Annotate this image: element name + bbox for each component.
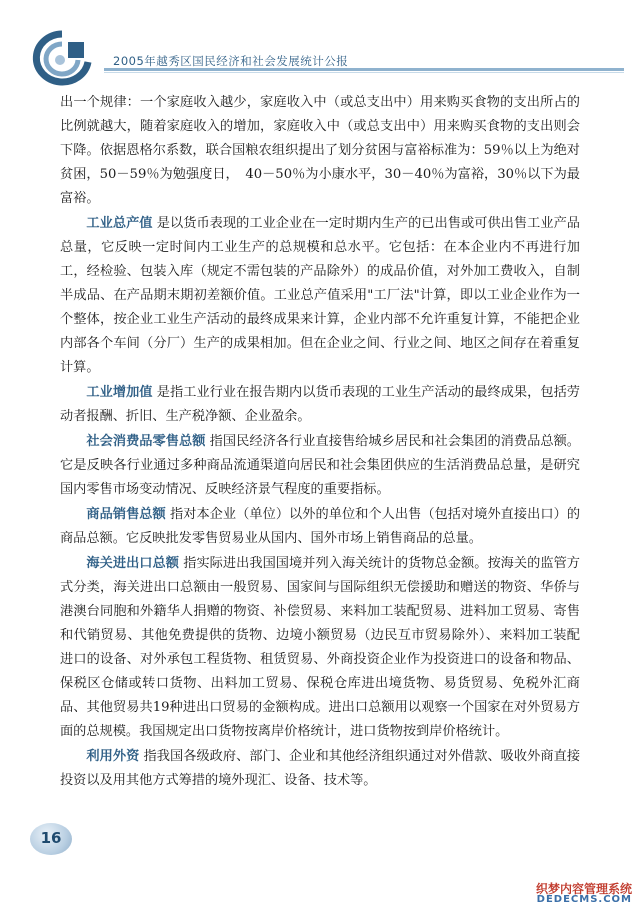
paragraph-text: 指实际进出我国国境并列入海关统计的货物总金额。按海关的监管方式分类，海关进出口总额由一般贸易、国家间与国际组织无偿援助和赠送的物资、华侨与港澳台同胞和外籍华人捐赠的物资、补偿贸易、来料加工装配贸易、进料加工贸易、寄售和代销贸易、其他免费提供的货物、边境小额贸易（边民互市贸易除外）、来料加工装配进口的设备、对外承包工程货物、租赁贸易、外商投资企业作为投资进口的设备和物品、保税区仓储或转口货物、出料加工贸易、保税仓库进出境货物、易货贸易、免税外汇商品、其他贸易共19种进出口贸易的金额构成。进出口总额用以观察一个国家在对外贸易方面的总规模。我国规定出口货物按离岸价格统计，进口货物按到岸价格统计。 (60, 556, 580, 739)
page-number-badge (30, 823, 74, 857)
watermark (508, 880, 636, 908)
paragraph-text: 指国民经济各行业直接售给城乡居民和社会集团的消费品总额。它是反映各行业通过多种商品流通渠道向居民和社会集团供应的生活消费品总量，是研究国内零售市场变动情况、反映经济景气程度的重要指标。 (60, 434, 580, 497)
document-body (60, 91, 580, 793)
header-divider (104, 68, 624, 71)
watermark-line1: 织梦内容管理系统 (535, 882, 632, 896)
paragraph-text: 是指工业行业在报告期内以货币表现的工业生产活动的最终成果，包括劳动者报酬、折旧、生产税净额、企业盈余。 (60, 385, 580, 424)
page-header (0, 0, 640, 80)
watermark-line2: DEDECMS.COM (536, 894, 632, 905)
paragraph-industrial-output (60, 212, 580, 380)
term-label: 工业增加值 (86, 385, 153, 400)
term-label: 商品销售总额 (86, 507, 166, 522)
term-label: 社会消费品零售总额 (86, 434, 206, 449)
header-divider-thin (104, 72, 624, 73)
paragraph-engel (60, 91, 580, 211)
term-label: 工业总产值 (86, 216, 153, 231)
paragraph-text: 出一个规律：一个家庭收入越少，家庭收入中（或总支出中）用来购买食物的支出所占的比例就越大，随着家庭收入的增加，家庭收入中（或总支出中）用来购买食物的支出则会下降。依据恩格尔系数，联合国粮农组织提出了划分贫困与富裕标准为：59％以上为绝对贫困，50－59％为勉强度日， 40－50％为小康水平，30－40％为富裕，30％以下为最富裕。 (60, 95, 580, 206)
paragraph-text: 是以货币表现的工业企业在一定时期内生产的已出售或可供出售工业产品总量，它反映一定时间内工业生产的总规模和总水平。它包括：在本企业内不再进行加工，经检验、包装入库（规定不需包装的产品除外）的成品价值，对外加工费收入，自制半成品、在产品期末期初差额价值。工业总产值采用"工厂法"计算，即以工业企业作为一个整体，按企业工业生产活动的最终成果来计算，企业内部不允许重复计算，不能把企业内部各个车间（分厂）生产的成果相加。但在企业之间、行业之间、地区之间存在着重复计算。 (60, 216, 580, 375)
paragraph-retail-sales (60, 430, 580, 502)
logo-icon (30, 30, 94, 88)
header-title: 2005年越秀区国民经济和社会发展统计公报 (113, 54, 349, 68)
page-number: 16 (40, 829, 62, 847)
paragraph-foreign-investment (60, 745, 580, 793)
paragraph-text: 指对本企业（单位）以外的单位和个人出售（包括对境外直接出口）的商品总额。它反映批发零售贸易业从国内、国外市场上销售商品的总量。 (60, 507, 581, 546)
term-label: 利用外资 (86, 749, 140, 764)
term-label: 海关进出口总额 (86, 556, 179, 571)
paragraph-customs-trade (60, 552, 580, 744)
paragraph-commodity-sales (60, 503, 580, 551)
paragraph-text: 指我国各级政府、部门、企业和其他经济组织通过对外借款、吸收外商直接投资以及用其他方式筹措的境外现汇、设备、技术等。 (60, 749, 581, 788)
paragraph-industrial-value-added (60, 381, 580, 429)
